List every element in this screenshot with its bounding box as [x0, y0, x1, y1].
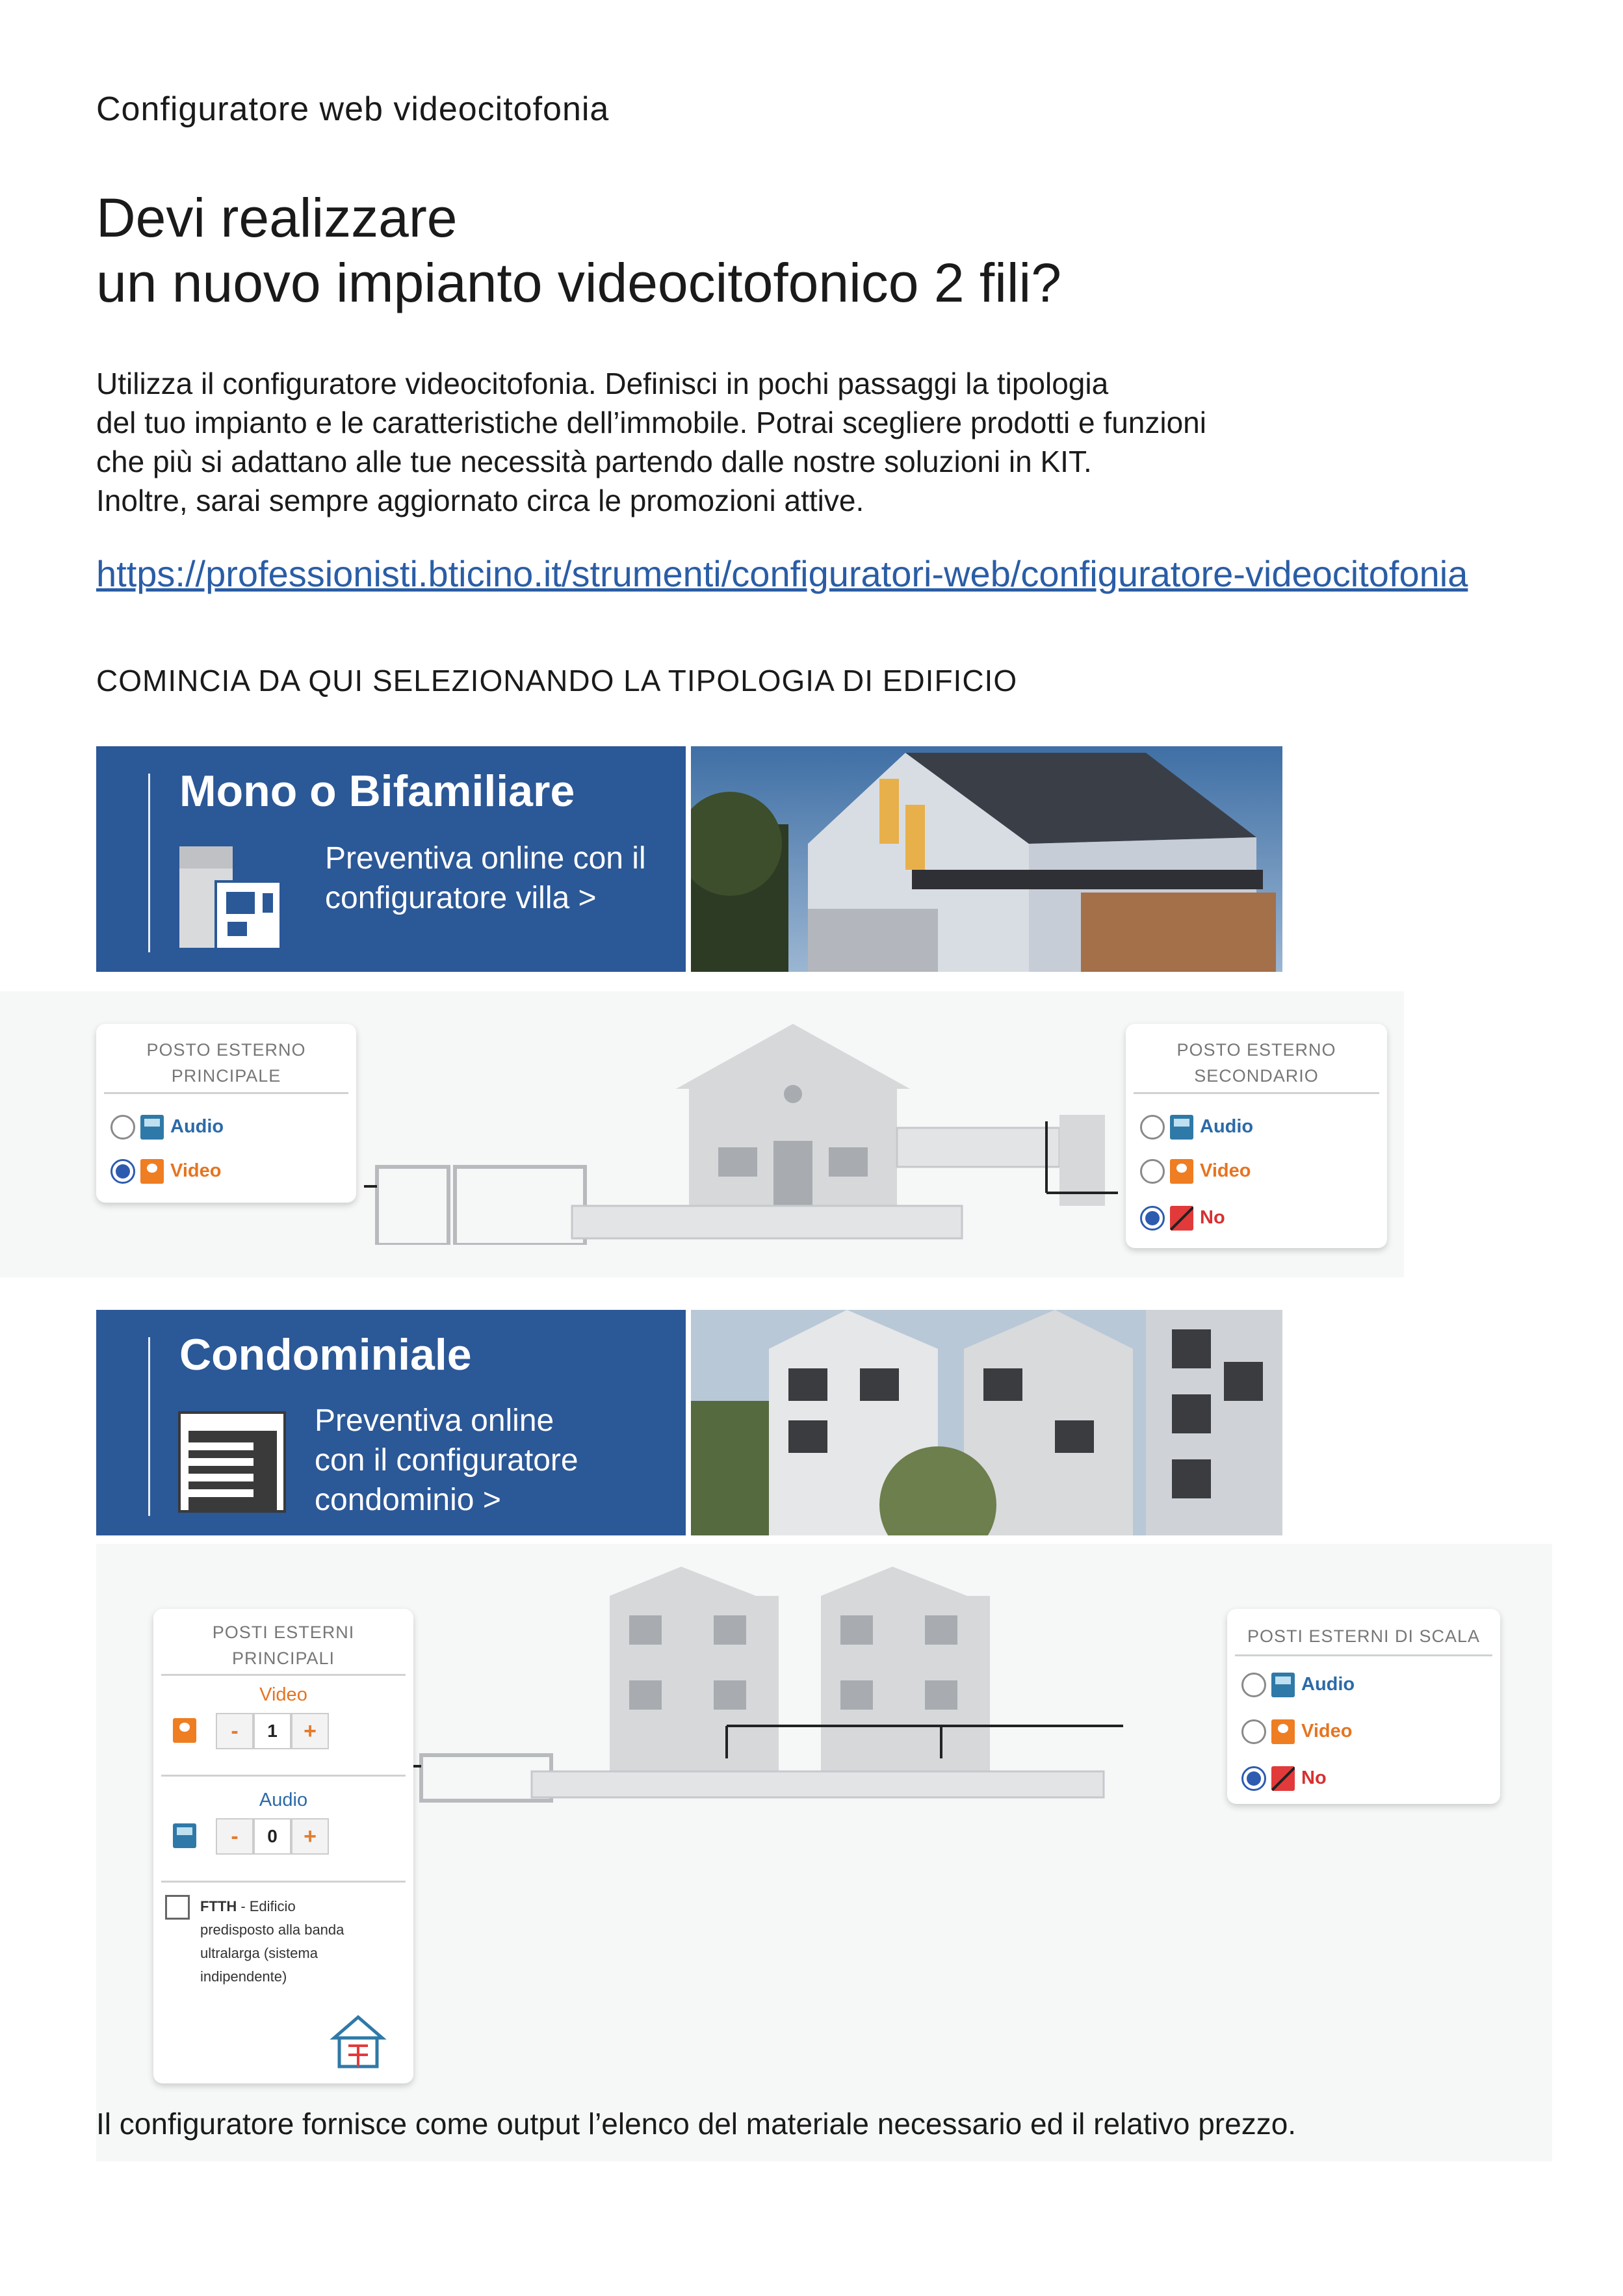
radio-video[interactable] — [110, 1159, 135, 1184]
intro-line: Inoltre, sarai sempre aggiornato circa le promozioni attive. — [96, 484, 864, 517]
kicker: Configuratore web videocitofonia — [96, 90, 610, 128]
intro-line: Utilizza il configuratore videocitofonia. Definisci in pochi passaggi la tipologia — [96, 367, 1109, 400]
audio-icon — [1271, 1673, 1295, 1697]
main-stations-card: POSTI ESTERNI PRINCIPALI Video - 1 + Audio - 0 + FTTH - Edificio predisposto alla banda ultralarga (sistema indipendente) — [153, 1609, 413, 2083]
divider — [161, 1775, 406, 1777]
villa-photo — [691, 746, 1282, 972]
radio-video[interactable] — [1140, 1159, 1165, 1184]
condo-title: Condominiale — [179, 1330, 472, 1379]
page-title: Devi realizzare un nuovo impianto videocitofonico 2 fili? — [96, 187, 1061, 313]
stair-stations-card: POSTI ESTERNI DI SCALA Audio Video No — [1227, 1609, 1500, 1804]
quantity-value[interactable]: 0 — [253, 1818, 291, 1855]
decrement-button[interactable]: - — [216, 1818, 253, 1855]
audio-icon — [173, 1823, 196, 1848]
no-icon — [1271, 1766, 1295, 1791]
configurator-link[interactable]: https://professionisti.bticino.it/strumenti/configuratori-web/configuratore-videocitofonia — [96, 553, 1468, 594]
increment-button[interactable]: + — [291, 1713, 329, 1749]
divider — [1235, 1654, 1492, 1656]
radio-audio[interactable] — [1241, 1673, 1266, 1697]
divider — [161, 1674, 406, 1676]
villa-title: Mono o Bifamiliare — [179, 766, 575, 816]
condo-config-panel — [96, 1544, 1552, 2161]
divider — [104, 1092, 348, 1094]
section-label: COMINCIA DA QUI SELEZIONANDO LA TIPOLOGIA DI EDIFICIO — [96, 664, 1018, 698]
villa-illustration — [364, 1011, 1118, 1245]
villa-banner[interactable] — [96, 746, 686, 972]
main-station-card: POSTO ESTERNO PRINCIPALE Audio Video — [96, 1024, 356, 1203]
intro-paragraph — [96, 364, 1494, 520]
villa-config-panel — [0, 991, 1404, 1277]
footer-note: Il configuratore fornisce come output l’elenco del materiale necessario ed il relativo prezzo. — [96, 2107, 1297, 2141]
ftth-label: FTTH - Edificio predisposto alla banda ultralarga (sistema indipendente) — [200, 1898, 344, 1985]
condo-banner[interactable] — [96, 1310, 686, 1535]
house-network-icon — [329, 2012, 387, 2070]
video-icon — [173, 1718, 196, 1743]
divider — [148, 774, 150, 952]
building-icon — [178, 1411, 286, 1513]
divider — [1134, 1092, 1379, 1094]
intro-line: che più si adattano alle tue necessità partendo dalle nostre soluzioni in KIT. — [96, 445, 1092, 478]
radio-video[interactable] — [1241, 1719, 1266, 1744]
audio-icon — [1170, 1115, 1193, 1140]
ftth-checkbox[interactable] — [165, 1895, 190, 1920]
radio-audio[interactable] — [1140, 1115, 1165, 1140]
villa-cta[interactable]: Preventiva online con il configuratore villa > — [325, 841, 646, 915]
video-icon — [140, 1159, 164, 1184]
decrement-button[interactable]: - — [216, 1713, 253, 1749]
divider — [148, 1337, 150, 1516]
radio-audio[interactable] — [110, 1115, 135, 1140]
secondary-station-card: POSTO ESTERNO SECONDARIO Audio Video No — [1126, 1024, 1387, 1248]
increment-button[interactable]: + — [291, 1818, 329, 1855]
no-icon — [1170, 1206, 1193, 1231]
audio-icon — [140, 1115, 164, 1140]
radio-no[interactable] — [1140, 1206, 1165, 1231]
intercom-icon — [178, 845, 282, 950]
condo-cta[interactable]: Preventiva online con il configuratore condominio > — [315, 1403, 578, 1517]
video-icon — [1271, 1719, 1295, 1744]
condo-photo — [691, 1310, 1282, 1535]
condo-illustration — [402, 1544, 1299, 1817]
quantity-value[interactable]: 1 — [253, 1713, 291, 1749]
intro-line: del tuo impianto e le caratteristiche dell’immobile. Potrai scegliere prodotti e funzioni — [96, 406, 1206, 439]
video-icon — [1170, 1159, 1193, 1184]
divider — [161, 1881, 406, 1883]
radio-no[interactable] — [1241, 1766, 1266, 1791]
